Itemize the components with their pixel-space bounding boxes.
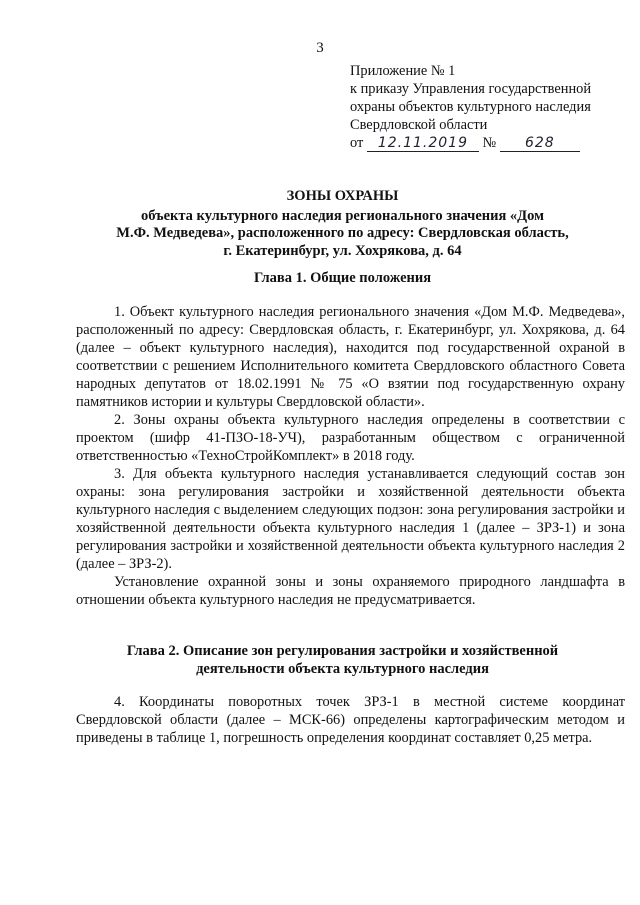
title-subtitle-3: г. Екатеринбург, ул. Хохрякова, д. 64 bbox=[223, 242, 462, 259]
appendix-header bbox=[350, 62, 635, 152]
appendix-line-3: охраны объектов культурного наследия bbox=[350, 99, 591, 115]
appendix-line-2: к приказу Управления государственной bbox=[350, 81, 592, 97]
paragraph-3: 3. Для объекта культурного наследия устанавливается следующий состав зон охраны: зона регулирования застройки и хозяйственной деятельности объекта культурного наследия с выделением следующих подзон: зона регулирования застройки и хозяйственной деятельности объекта культурного наследия 1 (далее – ЗРЗ-1) и зона регулирования застройки и хозяйственной деятельности объекта культурного наследия 2 (далее – ЗРЗ-2). bbox=[76, 466, 625, 572]
paragraph-2: 2. Зоны охраны объекта культурного наследия определены в соответствии с проектом (шифр 41-ПЗО-18-УЧ), разработанным обществом с ограниченной ответственностью «ТехноСтройКомплект» в 2018 году. bbox=[76, 412, 625, 464]
number-label: № bbox=[482, 135, 497, 151]
appendix-date-line bbox=[350, 134, 635, 152]
from-label: от bbox=[350, 135, 364, 151]
chapter-2-heading-line-1: Глава 2. Описание зон регулирования застройки и хозяйственной bbox=[126, 643, 559, 659]
chapter-1-heading: Глава 1. Общие положения bbox=[253, 270, 432, 286]
chapter-1-body bbox=[76, 303, 625, 609]
page-number: 3 bbox=[316, 40, 324, 56]
handwritten-order-number: 628 bbox=[524, 135, 555, 151]
order-number-field bbox=[500, 136, 580, 152]
paragraph-5: 4. Координаты поворотных точек ЗРЗ-1 в местной системе координат Свердловской области (далее – МСК-66) определены картографическим методом и приведены в таблице 1, погрешность определения координат составляет 0,25 метра. bbox=[76, 694, 625, 746]
date-field bbox=[367, 136, 479, 152]
appendix-line-4: Свердловской области bbox=[350, 117, 488, 133]
paragraph-4: Установление охранной зоны и зоны охраняемого природного ландшафта в отношении объекта культурного наследия не предусматривается. bbox=[76, 574, 625, 608]
appendix-line-1: Приложение № 1 bbox=[350, 63, 456, 79]
title-subtitle-1: объекта культурного наследия регионального значения «Дом bbox=[140, 207, 545, 224]
document-title bbox=[60, 188, 625, 260]
title-subtitle-2: М.Ф. Медведева», расположенного по адресу: Свердловская область, bbox=[116, 225, 569, 241]
paragraph-1: 1. Объект культурного наследия регионального значения «Дом М.Ф. Медведева», расположенный по адресу: Свердловская область, г. Екатеринбург, ул. Хохрякова, д. 64 (далее – объект культурного наследия), находится под государственной охраной в соответствии с решением Исполнительного комитета Свердловского областного Совета народных депутатов от 18.02.1991 № 75 «О взятии под государственную охрану памятников истории и культуры Свердловской области». bbox=[76, 304, 625, 410]
handwritten-date: 12.11.2019 bbox=[377, 135, 468, 151]
chapter-2-heading-line-2: деятельности объекта культурного наследия bbox=[196, 660, 489, 677]
title-main: ЗОНЫ ОХРАНЫ bbox=[286, 188, 399, 204]
chapter-2-heading bbox=[60, 643, 625, 678]
chapter-2-body bbox=[76, 693, 625, 747]
